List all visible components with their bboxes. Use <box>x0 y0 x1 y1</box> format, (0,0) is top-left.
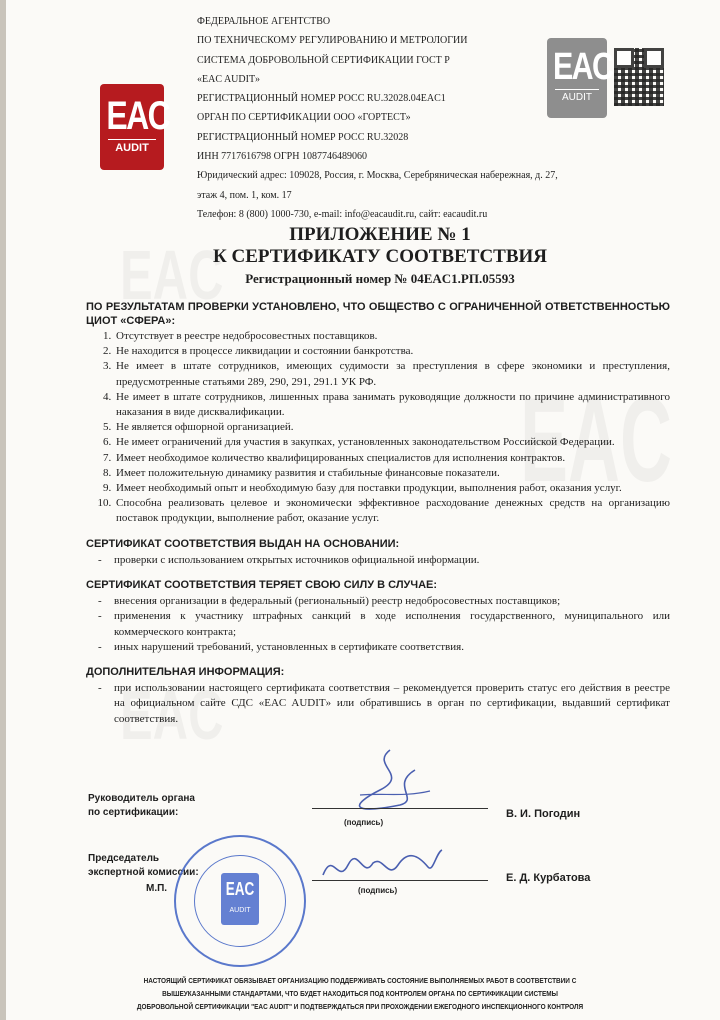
basis-list <box>86 553 670 568</box>
logo-caption: AUDIT <box>108 139 156 154</box>
header-line: ПО ТЕХНИЧЕСКОМУ РЕГУЛИРОВАНИЮ И МЕТРОЛОГИИ <box>197 35 468 47</box>
label-line: Председатель <box>88 853 160 864</box>
list-item: - иных нарушений требований, установленных в сертификате соответствия. <box>114 640 670 655</box>
list-item: 3. Не имеет в штате сотрудников, имеющих судимости за преступления в сфере экономики и преступления, предусмотренные статьями 289, 290, 291, 291.1 УК РФ. <box>114 359 670 389</box>
document-title: ПРИЛОЖЕНИЕ № 1 <box>289 224 471 245</box>
eac-audit-logo-left <box>100 84 170 170</box>
stamp-place-mark: М.П. <box>146 883 168 894</box>
header-line: Телефон: 8 (800) 1000-730, e-mail: info@eacaudit.ru, сайт: eacaudit.ru <box>197 208 488 220</box>
label-line: экспертной комиссии: <box>88 867 199 878</box>
footer-line: ВЫШЕУКАЗАННЫМИ СТАНДАРТАМИ, ЧТО БУДЕТ НАХОДИТЬСЯ ПОД КОНТРОЛЕМ ОРГАНА ПО СЕРТИФИКАЦИИ СИСТЕМЫ <box>162 991 558 998</box>
list-item: - применения к участнику штрафных санкций в ходе исполнения государственного, муниципального или коммерческого контракта; <box>114 609 670 639</box>
footer-line: НАСТОЯЩИЙ СЕРТИФИКАТ ОБЯЗЫВАЕТ ОРГАНИЗАЦИЮ ПОДДЕРЖИВАТЬ СОСТОЯНИЕ ВЫПОЛНЯЕМЫХ РАБОТ В СООТВЕТСТВИИ С <box>143 978 577 985</box>
head-signature-line <box>312 808 488 809</box>
list-item: 5. Не является офшорной организацией. <box>114 420 670 435</box>
findings-lead: ПО РЕЗУЛЬТАТАМ ПРОВЕРКИ УСТАНОВЛЕНО, ЧТО ОБЩЕСТВО С ОГРАНИЧЕННОЙ ОТВЕТСТВЕННОСТЬЮ ЦИОТ «СФЕРА»: <box>86 301 670 327</box>
list-item: 2. Не находится в процессе ликвидации и состоянии банкротства. <box>114 344 670 359</box>
header-line: «EAC AUDIT» <box>197 73 261 85</box>
header-line: этаж 4, пом. 1, ком. 17 <box>197 189 292 201</box>
round-stamp-icon <box>174 835 306 967</box>
logo-caption: AUDIT <box>555 89 599 103</box>
list-item: 9. Имеет необходимый опыт и необходимую базу для поставки продукции, выполнения работ, оказания услуг. <box>114 481 670 496</box>
header-line: Юридический адрес: 109028, Россия, г. Москва, Серебряническая набережная, д. 27, <box>197 170 558 182</box>
head-signature-icon <box>330 745 440 825</box>
list-item: 8. Имеет положительную динамику развития и стабильные финансовые показатели. <box>114 466 670 481</box>
header-line: СИСТЕМА ДОБРОВОЛЬНОЙ СЕРТИФИКАЦИИ ГОСТ Р <box>197 54 450 66</box>
footer-line: ДОБРОВОЛЬНОЙ СЕРТИФИКАЦИИ "EAC AUDIT" И ПОДТВЕРЖДАТЬСЯ ПРИ ПРОХОЖДЕНИИ ЕЖЕГОДНОГО ИНСПЕКЦИОННОГО КОНТРОЛЯ <box>136 1004 584 1011</box>
list-item: 4. Не имеет в штате сотрудников, лишенных права занимать руководящие должности по причине административного наказания в виде дисквалификации. <box>114 390 670 420</box>
additional-list <box>86 681 670 727</box>
signature-caption: (подпись) <box>344 818 384 827</box>
header-line: ФЕДЕРАЛЬНОЕ АГЕНТСТВО <box>197 16 331 27</box>
qr-code-icon <box>614 48 664 106</box>
header-line: ИНН 7717616798 ОГРН 1087746489060 <box>197 151 367 163</box>
head-signatory-label <box>88 792 195 820</box>
registration-number: Регистрационный номер № 04EAC1.РП.05593 <box>245 271 515 286</box>
section-title-basis: СЕРТИФИКАТ СООТВЕТСТВИЯ ВЫДАН НА ОСНОВАНИИ: <box>86 537 400 550</box>
document-body <box>86 300 670 727</box>
logo-mark: EAC <box>553 46 613 88</box>
list-item: - проверки с использованием открытых источников официальной информации. <box>114 553 670 568</box>
header-line: ОРГАН ПО СЕРТИФИКАЦИИ ООО «ГОРТЕСТ» <box>197 112 411 124</box>
label-line: Руководитель органа <box>88 793 195 804</box>
section-title-invalidation: СЕРТИФИКАТ СООТВЕТСТВИЯ ТЕРЯЕТ СВОЮ СИЛУ В СЛУЧАЕ: <box>86 579 438 592</box>
expert-signature-icon <box>318 845 448 890</box>
findings-list <box>86 329 670 527</box>
list-item: 7. Имеет необходимое количество квалифицированных специалистов для исполнения контрактов. <box>114 451 670 466</box>
list-item: 6. Не имеет ограничений для участия в закупках, установленных законодательством Российской Федерации. <box>114 435 670 450</box>
stamp-eac-mark <box>221 873 259 925</box>
list-item: - внесения организации в федеральный (региональный) реестр недобросовестных поставщиков; <box>114 594 670 609</box>
issuer-header <box>197 12 557 224</box>
header-line: РЕГИСТРАЦИОННЫЙ НОМЕР РОСС RU.32028.04EAC1 <box>197 93 446 105</box>
signature-caption: (подпись) <box>358 886 398 895</box>
head-name: В. И. Погодин <box>506 808 581 820</box>
section-title-additional: ДОПОЛНИТЕЛЬНАЯ ИНФОРМАЦИЯ: <box>86 666 285 679</box>
logo-mark: EAC <box>106 94 170 138</box>
header-line: РЕГИСТРАЦИОННЫЙ НОМЕР РОСС RU.32028 <box>197 131 409 143</box>
expert-signature-line <box>312 880 488 881</box>
document-subtitle: К СЕРТИФИКАТУ СООТВЕТСТВИЯ <box>212 246 548 267</box>
list-item: 1. Отсутствует в реестре недобросовестных поставщиков. <box>114 329 670 344</box>
list-item: 10. Способна реализовать целевое и экономически эффективное расходование денежных средств на организацию поставок продукции, выполнение работ, оказание услуг. <box>114 496 670 526</box>
invalidation-list <box>86 594 670 655</box>
footer-notice <box>121 975 599 1014</box>
list-item: - при использовании настоящего сертификата соответствия – рекомендуется проверить статус его действия в реестре на официальном сайте СДС «EAC AUDIT» или обратившись в орган по сертификации, выдавший сертификат соответствия. <box>114 681 670 727</box>
scan-edge <box>0 0 6 1020</box>
label-line: по сертификации: <box>88 807 179 818</box>
expert-name: Е. Д. Курбатова <box>506 872 591 884</box>
